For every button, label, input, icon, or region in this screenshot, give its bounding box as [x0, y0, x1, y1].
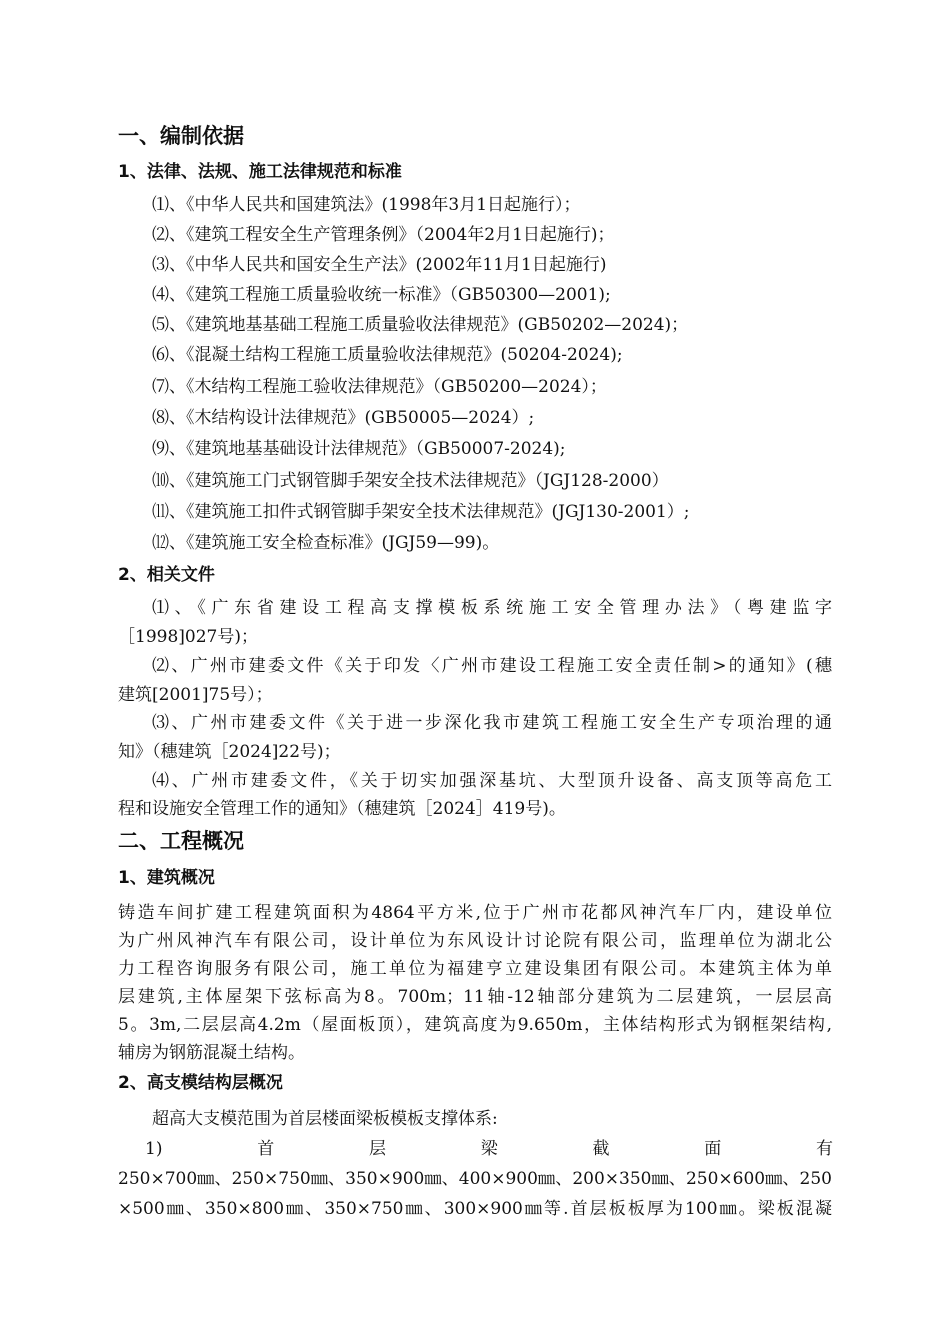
doc-item-3-line-1: ⑶、广州市建委文件《关于进一步深化我市建筑工程施工安全生产专项治理的通 — [152, 713, 832, 733]
law-item-5: ⑸、《建筑地基基础工程施工质量验收法律规范》(GB50202—2024)； — [152, 315, 689, 335]
doc-item-2-line-2: 建筑[2001]75号）； — [118, 685, 273, 705]
subsection-1-2-title: 2、相关文件 — [118, 565, 215, 585]
doc-item-4-line-2: 程和设施安全管理工作的通知》（穗建筑［2024］419号)。 — [118, 799, 566, 819]
law-item-4: ⑷、《建筑工程施工质量验收统一标准》（GB50300—2001); — [152, 285, 611, 305]
law-item-2: ⑵、《建筑工程安全生产管理条例》（2004年2月1日起施行)； — [152, 225, 615, 245]
spread-word: 面 — [704, 1139, 722, 1159]
overview-line-4: 层建筑,主体屋架下弦标高为8。700m；11轴-12轴部分建筑为二层建筑，一层层高 — [118, 987, 832, 1007]
doc-item-3-line-2: 知》（穗建筑［2024]22号)； — [118, 742, 341, 762]
law-item-7: ⑺、《木结构工程施工验收法律规范》（GB50200—2024）； — [152, 377, 607, 397]
doc-item-1-line-1: ⑴、《广东省建设工程高支撑模板系统施工安全管理办法》（粤建监字 — [152, 598, 832, 618]
subsection-2-1-title: 1、建筑概况 — [118, 868, 215, 888]
doc-item-4-line-1: ⑷、广州市建委文件，《关于切实加强深基坑、大型顶升设备、高支顶等高危工 — [152, 771, 832, 791]
law-item-6: ⑹、《混凝土结构工程施工质量验收法律规范》(50204-2024); — [152, 345, 623, 365]
beam-sections-line-2: ×500㎜、350×800㎜、350×750㎜、300×900㎜等.首层板板厚为100㎜。梁板混凝 — [118, 1199, 832, 1219]
doc-item-1-line-2: ［1998]027号)； — [118, 627, 258, 647]
law-item-12: ⑿、《建筑施工安全检查标准》(JGJ59—99)。 — [152, 533, 500, 553]
doc-item-2-line-1: ⑵、广州市建委文件《关于印发〈广州市建设工程施工安全责任制>的通知》(穗 — [152, 656, 832, 676]
spread-word: 梁 — [480, 1139, 498, 1159]
law-item-1: ⑴、《中华人民共和国建筑法》(1998年3月1日起施行）； — [152, 195, 581, 215]
spread-word: 1) — [145, 1139, 163, 1159]
section-1-title: 一、编制依据 — [118, 124, 244, 148]
overview-line-5: 5。3m,二层层高4.2m（屋面板顶），建筑高度为9.650m，主体结构形式为钢框架结构, — [118, 1015, 832, 1035]
law-item-9: ⑼、《建筑地基基础设计法律规范》（GB50007-2024); — [152, 439, 566, 459]
overview-line-2: 为广州风神汽车有限公司，设计单位为东风设计讨论院有限公司，监理单位为湖北公 — [118, 931, 832, 951]
beam-section-lead-line — [145, 1137, 833, 1161]
overview-line-3: 力工程咨询服务有限公司，施工单位为福建亨立建设集团有限公司。本建筑主体为单 — [118, 959, 832, 979]
law-item-8: ⑻、《木结构设计法律规范》(GB50005—2024）; — [152, 408, 535, 428]
spread-word: 有 — [815, 1139, 833, 1159]
section-2-title: 二、工程概况 — [118, 829, 244, 853]
subsection-2-2-title: 2、高支模结构层概况 — [118, 1073, 283, 1093]
law-item-11: ⑾、《建筑施工扣件式钢管脚手架安全技术法律规范》(JGJ130-2001）; — [152, 502, 690, 522]
spread-word: 层 — [368, 1139, 386, 1159]
overview-line-6: 辅房为钢筋混凝土结构。 — [118, 1043, 305, 1063]
overview-line-1: 铸造车间扩建工程建筑面积为4864平方米,位于广州市花都风神汽车厂内，建设单位 — [118, 903, 832, 923]
formwork-intro: 超高大支模范围为首层楼面梁板模板支撑体系: — [152, 1109, 498, 1129]
spread-word: 首 — [257, 1139, 275, 1159]
beam-sections-line-1: 250×700㎜、250×750㎜、350×900㎜、400×900㎜、200×350㎜、250×600㎜、250 — [118, 1169, 832, 1189]
subsection-1-1-title: 1、法律、法规、施工法律规范和标准 — [118, 162, 402, 182]
law-item-10: ⑽、《建筑施工门式钢管脚手架安全技术法律规范》（JGJ128-2000） — [152, 471, 669, 491]
law-item-3: ⑶、《中华人民共和国安全生产法》(2002年11月1日起施行) — [152, 255, 607, 275]
spread-word: 截 — [592, 1139, 610, 1159]
